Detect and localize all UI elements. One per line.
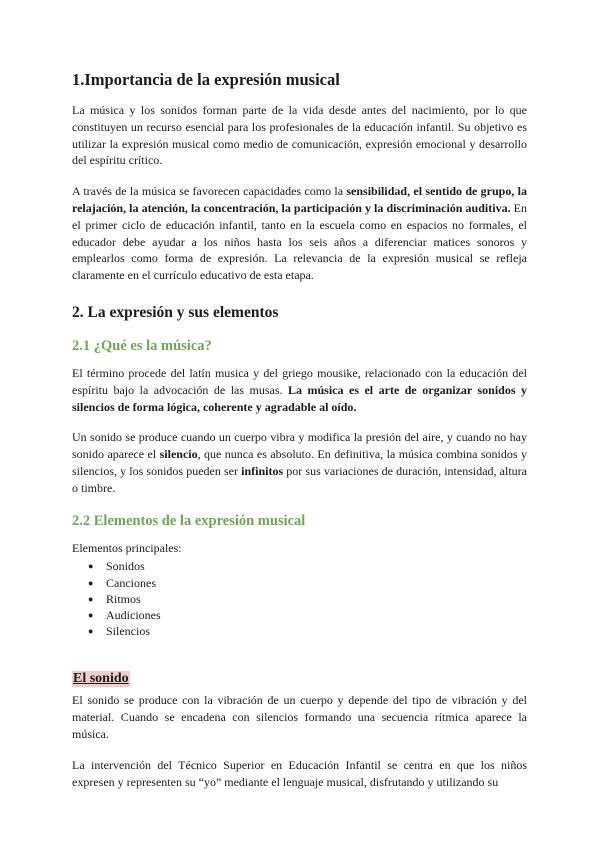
sonido-paragraph-2: La intervención del Técnico Superior en Educación Infantil se centra en que los niños expresen y representen su “yo” mediante el lenguaje musical, disfrutando y utilizando su <box>72 757 527 789</box>
text-run: , que nunca es absoluto. En definitiva, la música combina sonidos y silencios, y los sonidos pueden ser <box>72 447 527 478</box>
el-sonido-heading: El sonido <box>73 671 129 687</box>
bold-text-run: silencio <box>159 447 198 462</box>
section-2-heading: 2. La expresión y sus elementos <box>72 303 279 321</box>
subsection-2-1-paragraph-2 <box>72 429 527 496</box>
elements-list <box>72 558 527 639</box>
section-1-heading: 1.Importancia de la expresión musical <box>72 70 340 89</box>
text-run: Un sonido se produce cuando un cuerpo vibra y modifica la presión del aire, y cuando no hay sonido aparece el <box>72 430 527 462</box>
subsection-2-1-paragraph-1 <box>72 365 527 415</box>
list-item: ● Canciones <box>106 575 527 591</box>
elements-intro: Elementos principales: <box>72 540 182 555</box>
bold-text-run: infinitos <box>241 463 284 478</box>
text-run: A través de la música se favorecen capacidades como la <box>72 184 347 199</box>
text-run: por sus variaciones de duración, intensidad, altura o timbre. <box>72 463 527 495</box>
list-item: ● Sonidos <box>106 558 527 574</box>
sonido-paragraph-1: El sonido se produce con la vibración de un cuerpo y depende del tipo de vibración y del material. Cuando se encadena con silencios formando una secuencia rítmica aparece la música. <box>72 693 527 741</box>
bold-text-run: sensibilidad, el sentido de grupo, la relajación, la atención, la concentración, la participación y la discriminación auditiva. <box>72 184 527 215</box>
list-item: ● Ritmos <box>106 591 527 607</box>
bold-text-run: La música es el arte de organizar sonidos y silencios de forma lógica, coherente y agradable al oído. <box>72 382 527 414</box>
text-run: El término procede del latín musica y del griego mousike, relacionado con la educación del espíritu bajo la advocación de las musas. <box>72 365 527 397</box>
document-page <box>72 70 527 804</box>
subsection-2-2-heading: 2.2 Elementos de la expresión musical <box>72 512 306 529</box>
section-1-paragraph-2 <box>72 183 527 284</box>
list-item: ● Audiciones <box>106 607 527 623</box>
section-1-paragraph-1: La música y los sonidos forman parte de la vida desde antes del nacimiento, por lo que constituyen un recurso esencial para los profesionales de la educación infantil. Su objetivo es utilizar la expresión musical como medio de comunicación, expresión emocional y desarrollo del espíritu crítico. <box>72 103 527 168</box>
subsection-2-1-heading: 2.1 ¿Qué es la música? <box>72 337 212 354</box>
text-run: En el primer ciclo de educación infantil, tanto en la escuela como en espacios no formales, el educador debe ayudar a los niños hasta los seis años a diferenciar matices sonoros y emplearlos como forma de expresión. La relevancia de la expresión musical se refleja claramente en el currículo educativo de esta etapa. <box>72 200 527 283</box>
list-item: ● Silencios <box>106 623 527 639</box>
